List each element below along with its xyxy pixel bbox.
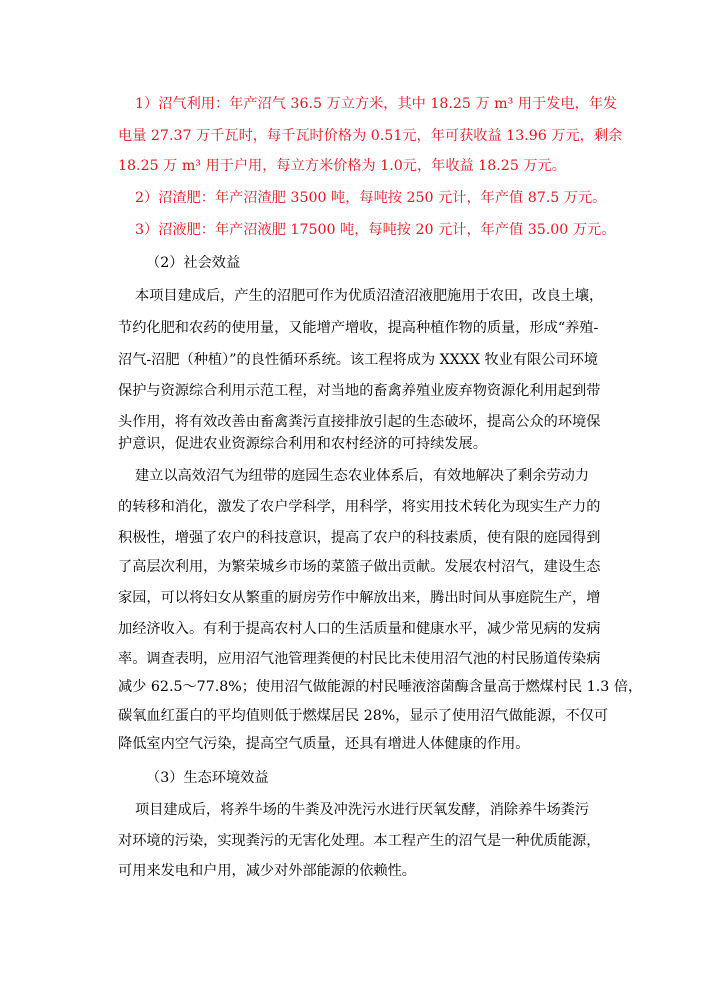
- text-line-21: 碳氧血红蛋白的平均值则低于燃煤居民 28%，显示了使用沼气做能源，不仅可: [118, 708, 609, 724]
- text-line-9: 沼气-沼肥（种植）”的良性循环系统。该工程将成为 XXXX 牧业有限公司环境: [118, 352, 598, 368]
- text-line-14: 的转移和消化，激发了农户学科学，用科学，将实用技术转化为现实生产力的: [118, 499, 601, 515]
- text-line-22: 降低室内空气污染，提高空气质量，还具有增进人体健康的作用。: [118, 736, 530, 752]
- text-line-25: 对环境的污染，实现粪污的无害化处理。本工程产生的沼气是一种优质能源，: [118, 833, 601, 849]
- text-line-8: 节约化肥和农药的使用量，又能增产增收，提高种植作物的质量，形成“养殖-: [118, 320, 599, 336]
- text-line-2: 电量 27.37 万千瓦时，每千瓦时价格为 0.51元，年可获收益 13.96 万元，剩余: [118, 128, 623, 144]
- text-line-5: 3）沼液肥：年产沼液肥 17500 吨，每吨按 20 元计，年产值 35.00 万元。: [135, 222, 616, 238]
- section-heading-social-benefit: （2）社会效益: [146, 255, 241, 271]
- text-line-10: 保护与资源综合利用示范工程，对当地的畜禽养殖业废弃物资源化利用起到带: [118, 383, 601, 399]
- text-line-11: 头作用，将有效改善由畜禽粪污直接排放引起的生态破坏，提高公众的环境保: [118, 414, 601, 430]
- text-line-1: 1）沼气利用：年产沼气 36.5 万立方米，其中 18.25 万 m³ 用于发电，年发: [135, 96, 618, 112]
- text-line-15: 积极性，增强了农户的科技意识，提高了农户的科技素质，使有限的庭园得到: [118, 530, 601, 546]
- text-line-20: 减少 62.5～77.8%；使用沼气做能源的村民唾液溶菌酶含量高于燃煤村民 1.3 倍，: [118, 679, 643, 695]
- text-line-4: 2）沼渣肥：年产沼渣肥 3500 吨，每吨按 250 元计，年产值 87.5 万元。: [135, 190, 607, 206]
- text-line-24: 项目建成后，将养牛场的牛粪及冲洗污水进行厌氧发酵，消除养牛场粪污: [135, 802, 590, 818]
- text-line-19: 率。调查表明，应用沼气池管理粪便的村民比未使用沼气池的村民肠道传染病: [118, 651, 601, 667]
- text-line-3: 18.25 万 m³ 用于户用，每立方米价格为 1.0元，年收益 18.25 万元。: [118, 158, 566, 174]
- text-line-13: 建立以高效沼气为纽带的庭园生态农业体系后，有效地解决了剩余劳动力: [135, 468, 590, 484]
- text-line-7: 本项目建成后，产生的沼肥可作为优质沼渣沼液肥施用于农田，改良土壤，: [135, 288, 604, 304]
- text-line-17: 家园，可以将妇女从繁重的厨房劳作中解放出来，腾出时间从事庭院生产，增: [118, 590, 601, 606]
- text-line-26: 可用来发电和户用，减少对外部能源的依赖性。: [118, 863, 416, 879]
- text-line-12: 护意识，促进农业资源综合利用和农村经济的可持续发展。: [118, 436, 487, 452]
- text-line-16: 了高层次利用，为繁荣城乡市场的菜篮子做出贡献。发展农村沼气，建设生态: [118, 559, 601, 575]
- text-line-18: 加经济收入。有利于提高农村人口的生活质量和健康水平，减少常见病的发病: [118, 621, 601, 637]
- section-heading-eco-benefit: （3）生态环境效益: [146, 770, 269, 786]
